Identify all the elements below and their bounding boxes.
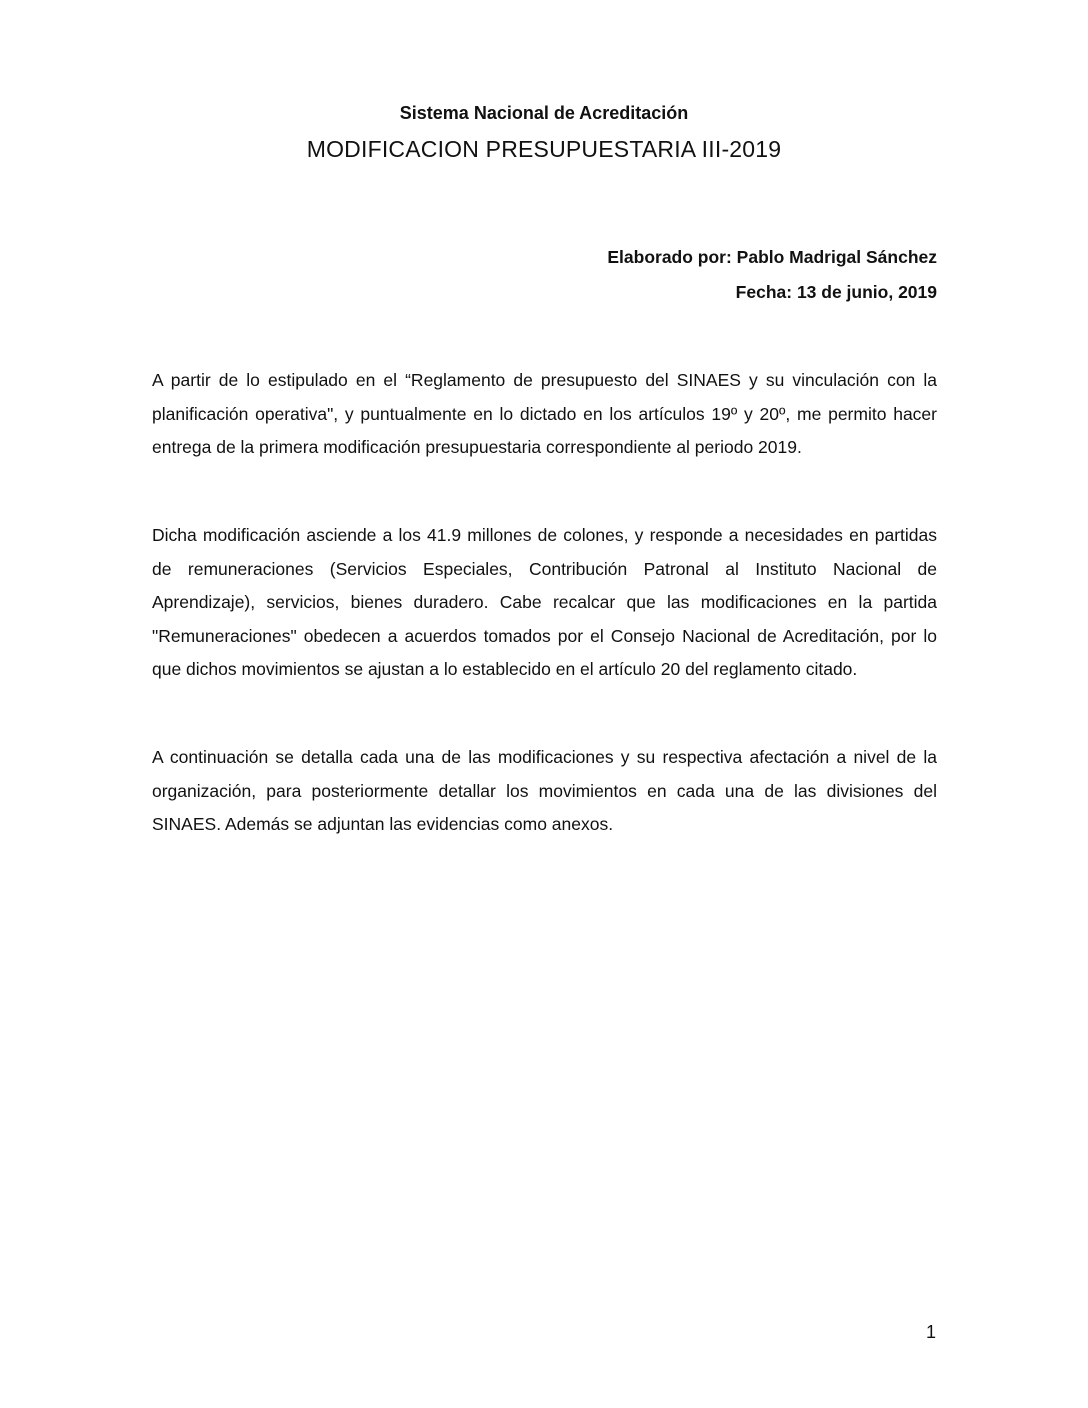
page-number: 1 <box>925 1322 936 1342</box>
body-paragraph-3: A continuación se detalla cada una de las modificaciones y su respectiva afectación a nivel de la organización, para posteriormente detallar los movimientos en cada una de las divisiones del SINAES. Además se adjuntan las evidencias como anexos. <box>152 747 937 834</box>
date-line: Fecha: 13 de junio, 2019 <box>735 282 937 302</box>
author-line: Elaborado por: Pablo Madrigal Sánchez <box>607 247 937 267</box>
body-paragraph-2: Dicha modificación asciende a los 41.9 millones de colones, y responde a necesidades en partidas de remuneraciones (Servicios Especiales, Contribución Patronal al Instituto Nacional de Aprendizaje), servicios, bienes duradero. Cabe recalcar que las modificaciones en la partida "Remuneraciones" obedecen a acuerdos tomados por el Consejo Nacional de Acreditación, por lo que dichos movimientos se ajustan a lo establecido en el artículo 20 del reglamento citado. <box>152 525 937 679</box>
body-paragraph-1: A partir de lo estipulado en el “Reglamento de presupuesto del SINAES y su vinculación con la planificación operativa", y puntualmente en lo dictado en los artículos 19º y 20º, me permito hacer entrega de la primera modificación presupuestaria correspondiente al periodo 2019. <box>152 370 937 457</box>
document-title: MODIFICACION PRESUPUESTARIA III-2019 <box>306 136 782 162</box>
organization-name: Sistema Nacional de Acreditación <box>399 103 689 123</box>
